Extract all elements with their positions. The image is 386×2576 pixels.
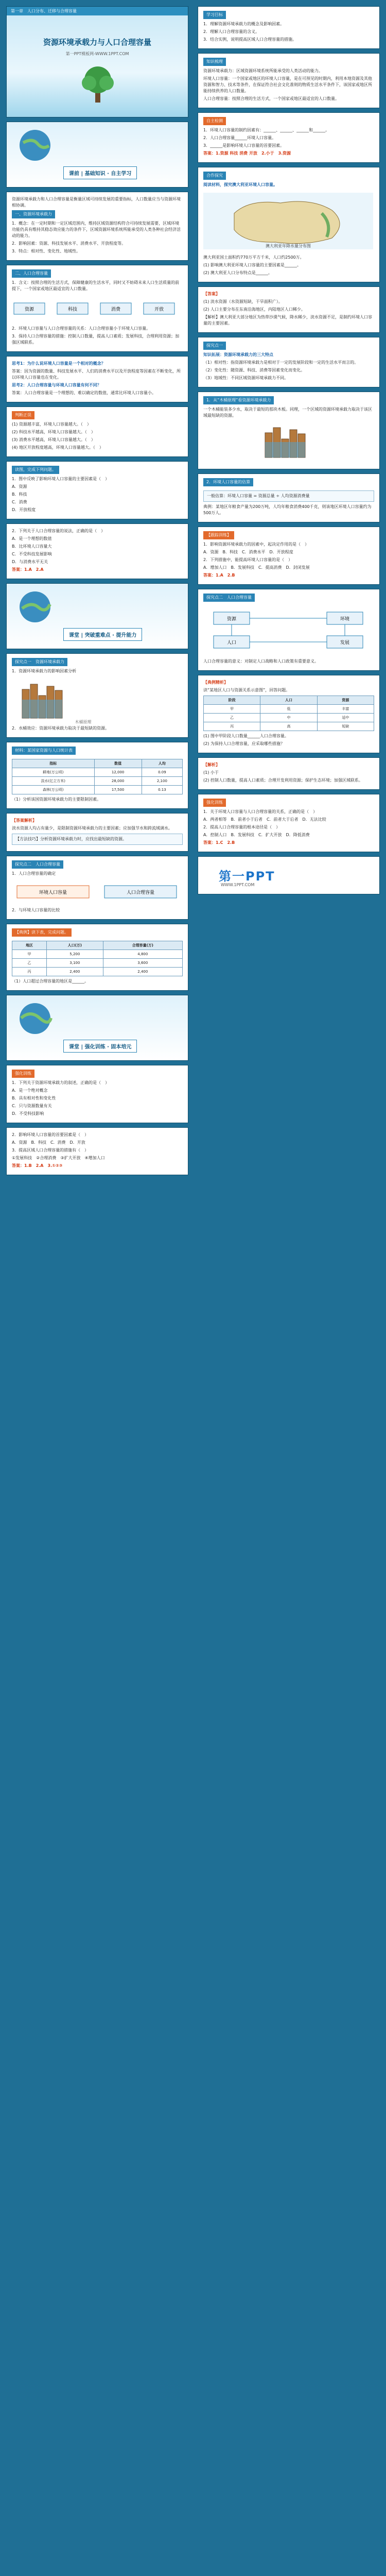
- table-cell: 丰富: [317, 705, 374, 714]
- answer: 答案：1.A 2.A: [12, 567, 44, 572]
- heading: 合作探究: [203, 172, 226, 180]
- list-item: 1．资源环境承载力的影响因素分析: [12, 669, 77, 673]
- list-item: 1．关于环境人口容量与人口合理容量的关系，正确的是（ ）: [203, 809, 318, 814]
- list-item: 典例：某地区年粮食产量为200万吨，人均年粮食消费400千克，则该地区环境人口容量约为500万人。: [203, 504, 372, 515]
- option: D．不受科技影响: [12, 1111, 44, 1116]
- cover-slide: [6, 6, 188, 117]
- slide-r3: [198, 112, 380, 163]
- heading: 1．从“木桶原理”看资源环境承载力: [203, 396, 274, 404]
- table-cell: 丙: [204, 722, 260, 731]
- table-header: 资源: [317, 696, 374, 705]
- list-item: 2．水桶效应：资源环境承载力取决于最短缺的资源。: [12, 726, 110, 731]
- list-item: 2．环境人口容量与人口合理容量的关系：人口合理容量小于环境人口容量。: [12, 326, 151, 331]
- question: 阅读材料，探究澳大利亚环境人口容量。: [203, 182, 277, 187]
- list-item: (2) 澳大利亚人口分布特点是______。: [203, 270, 272, 275]
- table-cell: 5,200: [46, 950, 103, 959]
- factor-label: 科技: [67, 307, 78, 312]
- option: A．是一个理想的数值: [12, 536, 52, 541]
- list-item: 3．保持人口合理容量的措施：控制人口数量，提高人口素质；发展科技，合理利用资源；加强区域联系。: [12, 334, 180, 345]
- table-cell: 高: [260, 722, 317, 731]
- table-cell: 28,000: [94, 777, 142, 786]
- heading: 【典例精析】: [203, 680, 228, 685]
- heading: 强化训练: [203, 799, 226, 807]
- slide-l3: [6, 356, 188, 402]
- list-item: 1．含义：按照合理的生活方式，保障健康的生活水平，同时又不妨碍未来人口生活质量的前提下，一个国家或地区最适宜的人口数量。: [12, 280, 180, 291]
- answer: (1) 淡水资源（水资源短缺，干旱面积广）。: [203, 299, 283, 304]
- slide-r12: [198, 757, 380, 790]
- table-cell: 丙: [12, 968, 47, 976]
- table-cell: 适中: [317, 714, 374, 722]
- table-cell: 0.09: [142, 768, 182, 777]
- table-header: 指标: [12, 759, 95, 768]
- table-row: [204, 705, 374, 714]
- slide-l12: [6, 1065, 188, 1123]
- slide-r1: [198, 6, 380, 49]
- list-item: 2．人口合理容量______环境人口容量。: [203, 135, 276, 140]
- left-column: [6, 6, 188, 1179]
- question: 思考1：为什么说环境人口容量是一个相对的概念？: [12, 361, 106, 366]
- slide-r9: [198, 527, 380, 585]
- slide-l11: [6, 924, 188, 991]
- heading: 探究点二 人口合理容量: [203, 594, 255, 602]
- slide-l6: [6, 523, 188, 579]
- option: A．资源 B．科技 C．消费 D．开放: [12, 1140, 85, 1145]
- table-cell: 中: [260, 714, 317, 722]
- compare-diagram: [12, 882, 182, 902]
- data-table: [12, 941, 183, 976]
- list-item: （1）相对性：指资源环境承载力是相对于一定的发展阶段和一定的生活水平而言的。: [203, 360, 359, 365]
- table-cell: 12,000: [94, 768, 142, 777]
- heading: 自主检测: [203, 117, 226, 125]
- list-item: (1) 资源越丰富，环境人口容量越大。（ ）: [12, 422, 91, 427]
- slide-r13: [198, 794, 380, 852]
- table-cell: 乙: [12, 959, 47, 968]
- compare-label: 人口合理容量: [126, 890, 155, 895]
- option: D．与消费水平无关: [12, 560, 48, 564]
- slide-r6: [198, 337, 380, 387]
- answer: (2) 人口主要分布在东南沿海地区，内陆地区人口稀少。: [203, 307, 305, 312]
- table-cell: 淡水(亿立方米): [12, 777, 95, 786]
- slide-r8: [198, 473, 380, 522]
- heading: 读图，完成下列问题。: [12, 466, 59, 474]
- slide-l5: [6, 461, 188, 519]
- answer: 答案：1.资源 科技 消费 开放 2.小于 3.资源: [203, 151, 291, 156]
- question: （1）分析该国资源环境承载力的主要限制因素。: [12, 797, 101, 802]
- answer: 答案：1.C 2.B: [203, 840, 235, 845]
- list-item: 澳大利亚国土面积约770万平方千米，人口约2500万。: [203, 255, 304, 260]
- list-item: 1．理解资源环境承载力的概念及影响因素。: [203, 22, 285, 26]
- slide-l10: [6, 856, 188, 920]
- option: B．具有相对性和变化性: [12, 1096, 56, 1100]
- option: B．比环境人口容量大: [12, 544, 52, 549]
- list-item: (4) 地区开放程度越高，环境人口容量越大。（ ）: [12, 445, 103, 450]
- table-row: [12, 959, 183, 968]
- footer-url: WWW.1PPT.COM: [221, 883, 255, 887]
- chapter-label: 第一章 人口分布、迁移与合理容量: [7, 7, 188, 15]
- barrel-icon: [12, 679, 74, 720]
- list-item: （2）变化性：随资源、科技、消费等因素变化而变化。: [203, 368, 305, 372]
- intro-text: 资源环境承载力和人口合理容量是衡量区域可持续发展的重要指标，人口数量应当与资源环境相协调。: [12, 197, 181, 208]
- list-item: 1．下列关于资源环境承载力的叙述，正确的是（ ）: [12, 1080, 110, 1085]
- heading: 【答案】: [203, 292, 220, 296]
- answer: 答案：1.B 2.A 3.①②③: [12, 1163, 63, 1168]
- list-item: (2) 为保持人口合理容量，应采取哪些措施？: [203, 741, 285, 746]
- option: C．消费: [12, 500, 27, 504]
- relation-label: 人口: [226, 640, 237, 646]
- relation-label: 环境: [340, 617, 350, 622]
- compare-label: 环境人口容量: [39, 890, 67, 895]
- factor-label: 消费: [111, 307, 121, 312]
- cover-source: 第一PPT模板网-WWW.1PPT.COM: [65, 52, 129, 56]
- answer: 答案：1.A 2.B: [203, 573, 235, 578]
- heading: 【典例】读下表，完成问题。: [12, 928, 72, 937]
- factor-label: 开放: [154, 307, 164, 312]
- table-row: [12, 768, 183, 777]
- option: A．是一个绝对概念: [12, 1088, 48, 1093]
- slide-r7: [198, 392, 380, 469]
- table-cell: 低: [260, 705, 317, 714]
- heading: 2．环境人口容量的估算: [203, 478, 253, 486]
- list-item: (1) 图中甲阶段人口数量______人口合理容量。: [203, 734, 289, 738]
- slide-r4: [198, 167, 380, 282]
- list-item: 知识拓展：资源环境承载力的三大特点: [203, 352, 273, 357]
- footer-logo: 第一PPT: [219, 869, 275, 884]
- factor-diagram: [12, 297, 182, 320]
- heading: 强化训练: [12, 1070, 34, 1078]
- list-item: （3）地域性：不同区域资源环境承载力不同。: [203, 376, 289, 380]
- list-item: 3．______是影响环境人口容量的首要因素。: [203, 143, 285, 148]
- table-cell: 17,500: [94, 786, 142, 794]
- slide-l9: [6, 813, 188, 852]
- data-table: [203, 696, 374, 731]
- slide-l4: [6, 406, 188, 457]
- table-cell: 2,400: [46, 968, 103, 976]
- list-item: 读“某地区人口与资源关系示意图”，回答问题。: [203, 688, 290, 692]
- answer: 淡水资源人均占有量少，是限制资源环境承载力的主要因素；应加强节水和跨流域调水。: [12, 826, 172, 831]
- list-item: 3．特点：相对性、变化性、地域性。: [12, 249, 81, 253]
- table-row: [12, 777, 183, 786]
- option: D．开放程度: [12, 507, 36, 512]
- question: 思考2：人口合理容量与环境人口容量有何不同？: [12, 383, 101, 387]
- question: （1）人口超过合理容量的地区是______。: [12, 979, 89, 984]
- table-cell: 3,100: [46, 959, 103, 968]
- table-row: [12, 950, 183, 959]
- table-header: 数值: [94, 759, 142, 768]
- table-cell: 森林(万公顷): [12, 786, 95, 794]
- globe-icon: [17, 127, 53, 163]
- table-row: [12, 968, 183, 976]
- list-item: 2．下列措施中，能提高环境人口容量的是（ ）: [203, 557, 293, 562]
- slide-r10: [198, 589, 380, 671]
- list-item: 3．结合实例，说明提高区域人口合理容量的措施。: [203, 37, 297, 42]
- option: ①发展科技 ②合理消费 ③扩大开放 ④增加人口: [12, 1156, 105, 1160]
- slide-l1: [6, 192, 188, 261]
- list-item: (1) 影响澳大利亚环境人口容量的主要因素是______。: [203, 263, 301, 267]
- option: C．只与资源数量有关: [12, 1104, 52, 1108]
- list-item: 1．人口合理容量的确定: [12, 871, 56, 876]
- table-cell: 2,100: [142, 777, 182, 786]
- table-cell: 甲: [12, 950, 47, 959]
- heading: 探究点一: [203, 342, 226, 350]
- heading: 【跟踪训练】: [203, 531, 234, 539]
- option: A．控制人口 B．发展科技 C．扩大开放 D．降低消费: [203, 833, 310, 837]
- table-header: 地区: [12, 941, 47, 950]
- table-header: 人均: [142, 759, 182, 768]
- heading: 判断正误: [12, 411, 34, 419]
- slide-r5: [198, 286, 380, 333]
- list-item: 1．影响资源环境承载力的因素中，起决定作用的是（ ）: [203, 542, 309, 547]
- heading: 学习目标: [203, 11, 226, 19]
- section-title: 课堂 | 强化训练 · 固本培元: [63, 1040, 137, 1053]
- table-row: [12, 786, 183, 794]
- question: 1．图中反映了影响环境人口容量的主要因素是（ ）: [12, 477, 110, 481]
- table-cell: 0.13: [142, 786, 182, 794]
- table-cell: 4,800: [103, 950, 182, 959]
- tip-box: 【方法技巧】分析资源环境承载力时，应找出最短缺的资源。: [12, 834, 183, 845]
- list-item: 1．概念：在一定时期和一定区域范围内，维持区域资源结构符合可持续发展需要，区域环境功能仍具有维持其稳态效应能力的条件下，区域资源环境系统所能承受的人类各种社会经济活动的能力。: [12, 221, 181, 238]
- relation-diagram: [203, 607, 373, 653]
- answer: (1) 小于: [203, 770, 219, 775]
- cover-title: 资源环境承载力与人口合理容量: [43, 38, 151, 47]
- answer: 答案：人口合理容量是一个理想的、难以确定的数值，通常比环境人口容量小。: [12, 391, 156, 395]
- list-item: 2．理解人口合理容量的含义。: [203, 29, 260, 34]
- section-banner-key-points: [6, 583, 188, 649]
- list-item: 一个木桶能装多少水，取决于最短的那块木板。同理，一个区域的资源环境承载力取决于该区域最短缺的资源。: [203, 407, 372, 418]
- list-item: 2．与环境人口容量的比较: [12, 908, 60, 912]
- table-cell: 短缺: [317, 722, 374, 731]
- australia-map: [203, 193, 373, 249]
- list-item: 人口合理容量的意义：对制定人口战略和人口政策有重要意义。: [203, 659, 319, 664]
- list-item: 2．影响因素：资源、科技发展水平、消费水平、开放程度等。: [12, 241, 126, 246]
- data-table: [12, 759, 183, 794]
- heading: 【解析】: [203, 762, 220, 767]
- option: A．资源 B．科技 C．消费水平 D．开放程度: [203, 550, 293, 554]
- table-header: 合理容量(万): [103, 941, 182, 950]
- answer: 答案：因为资源的数量、科技发展水平、人们的消费水平以及开放程度等因素在不断变化，所以环境人口容量也在变化。: [12, 369, 181, 380]
- slide-l7: [6, 653, 188, 738]
- question: 2．下列关于人口合理容量的说法，正确的是（ ）: [12, 529, 106, 533]
- globe-icon: [17, 589, 53, 625]
- factor-label: 资源: [24, 307, 34, 312]
- table-header: 人口(万): [46, 941, 103, 950]
- list-item: 资源环境承载力：区域资源环境系统所能承受的人类活动的能力。: [203, 69, 323, 73]
- table-cell: 2,400: [103, 968, 182, 976]
- heading: 探究点一 资源环境承载力: [12, 658, 67, 666]
- table-header: 阶段: [204, 696, 260, 705]
- heading: 【答案解析】: [12, 818, 37, 823]
- option: C．不受科技发展影响: [12, 552, 52, 556]
- table-row: [204, 722, 374, 731]
- list-item: 人口合理容量：按照合理的生活方式，一个国家或地区最适宜的人口数量。: [203, 96, 339, 101]
- table-header: 人口: [260, 696, 317, 705]
- option: A．两者相等 B．前者小于后者 C．前者大于后者 D．无法比较: [203, 817, 326, 822]
- barrel-icon: [203, 423, 373, 460]
- table-cell: 3,600: [103, 959, 182, 968]
- table-cell: 乙: [204, 714, 260, 722]
- section-banner-self-study: [6, 122, 188, 188]
- slide-l8: [6, 742, 188, 809]
- heading: 一、资源环境承载力: [12, 210, 55, 218]
- tree-icon: [78, 64, 118, 105]
- list-item: 环境人口容量：一个国家或地区的环境人口容量，是在可预见的时期内，利用本地资源及其他资源和智力、技术等条件，在保证符合社会文化准则的物质生活水平条件下，该国家或地区所能持续供养的人口数量。: [203, 76, 372, 93]
- slide-l13: [6, 1127, 188, 1175]
- section-title: 课堂 | 突破重难点 · 提升能力: [63, 628, 142, 641]
- diagram-caption: 木桶原理: [75, 720, 92, 724]
- relation-label: 资源: [226, 617, 237, 622]
- option: B．科技: [12, 492, 27, 497]
- explanation: 【解析】澳大利亚大部分地区为热带沙漠气候，降水稀少，淡水资源不足，是制约环境人口容量的主要因素。: [203, 315, 372, 326]
- list-item: (2) 科技水平越高，环境人口容量越大。（ ）: [12, 430, 95, 434]
- answer: (2) 控制人口数量，提高人口素质；合理开发利用资源；保护生态环境；加强区域联系。: [203, 778, 363, 783]
- table-cell: 耕地(万公顷): [12, 768, 95, 777]
- heading: 知识梳理: [203, 58, 226, 66]
- slide-l2: [6, 265, 188, 352]
- relation-label: 发展: [340, 640, 350, 646]
- slide-r2: [198, 53, 380, 108]
- section-banner-practice: [6, 995, 188, 1061]
- list-item: 3．提高区域人口合理容量的措施有（ ）: [12, 1148, 89, 1153]
- section-title: 课前 | 基础知识 · 自主学习: [63, 166, 137, 179]
- heading: 二、人口合理容量: [12, 269, 51, 278]
- list-item: (3) 消费水平越高，环境人口容量越大。（ ）: [12, 437, 95, 442]
- table-row: [204, 714, 374, 722]
- list-item: 2．影响环境人口容量的首要因素是（ ）: [12, 1132, 89, 1137]
- formula-box: 一般估算：环境人口容量 = 资源总量 ÷ 人均资源消费量: [203, 490, 374, 502]
- map-caption: 澳大利亚年降水量分布图: [266, 244, 311, 248]
- option: A．增加人口 B．发展科技 C．提高消费 D．封闭发展: [203, 565, 310, 570]
- right-column: [198, 6, 380, 899]
- list-item: 1．环境人口容量的制约因素有：______、______、______和______。: [203, 128, 330, 132]
- slide-r11: [198, 675, 380, 753]
- globe-icon: [17, 1001, 53, 1037]
- heading: 材料：某国家资源与人口统计表: [12, 747, 76, 755]
- option: A．资源: [12, 484, 27, 489]
- heading: 探究点二 人口合理容量: [12, 860, 63, 869]
- table-cell: 甲: [204, 705, 260, 714]
- list-item: 2．提高人口合理容量的根本途径是（ ）: [203, 825, 280, 829]
- footer-slide: [198, 856, 380, 894]
